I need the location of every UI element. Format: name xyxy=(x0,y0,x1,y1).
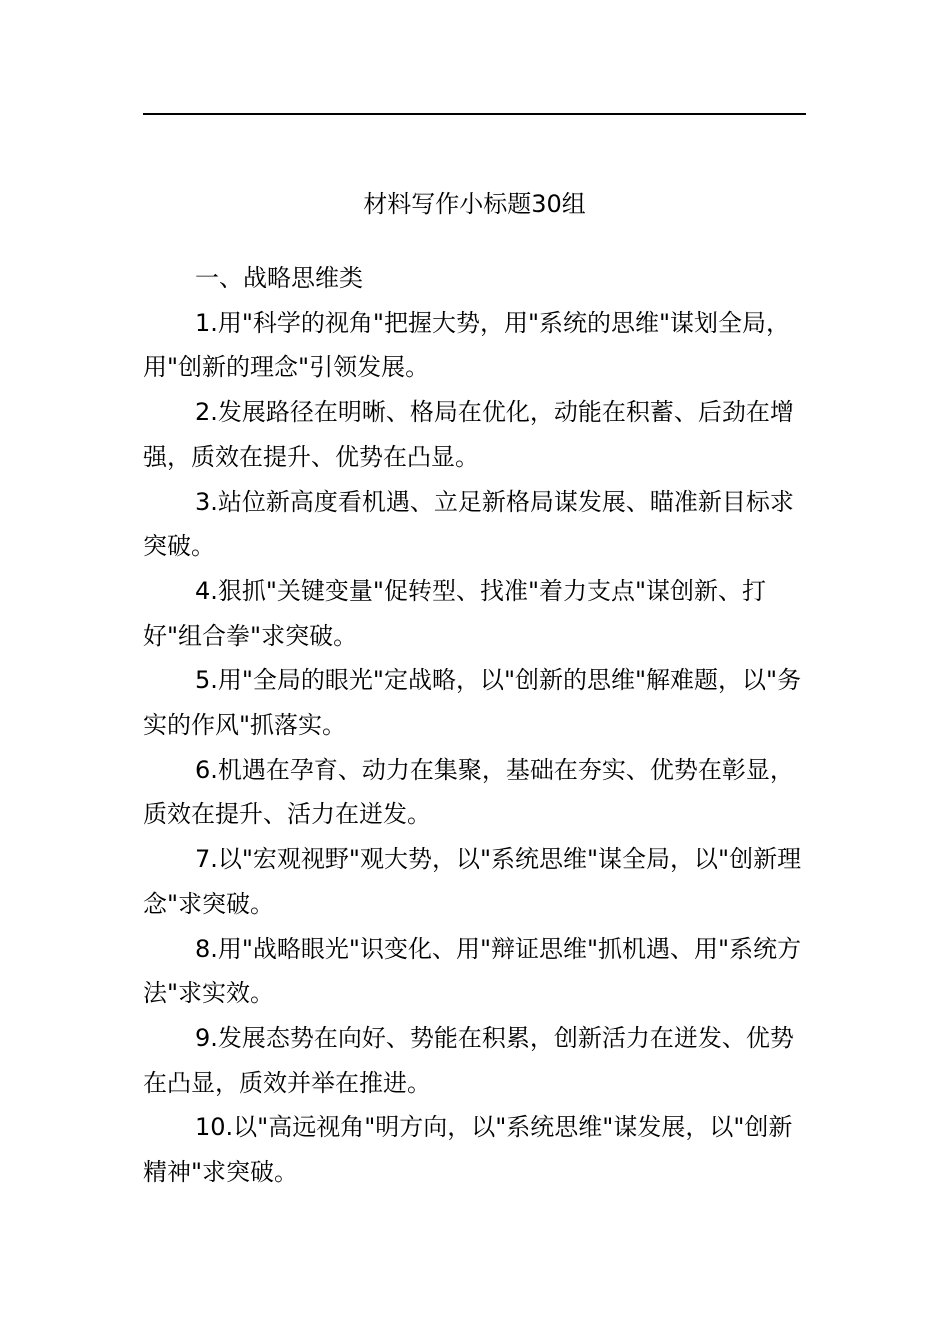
item-line: 7.以"宏观视野"观大势，以"系统思维"谋全局，以"创新理 xyxy=(195,845,802,874)
item-line: 10.以"高远视角"明方向，以"系统思维"谋发展，以"创新 xyxy=(195,1113,793,1142)
item-line: 用"创新的理念"引领发展。 xyxy=(143,353,430,382)
item-line: 6.机遇在孕育、动力在集聚，基础在夯实、优势在彰显， xyxy=(195,755,794,784)
list-item xyxy=(143,748,806,837)
item-line: 实的作风"抓落实。 xyxy=(143,711,347,740)
list-item xyxy=(143,927,806,1016)
item-line: 好"组合拳"求突破。 xyxy=(143,621,358,650)
item-line: 念"求突破。 xyxy=(143,889,275,918)
item-line: 精神"求突破。 xyxy=(143,1158,299,1187)
item-line: 法"求实效。 xyxy=(143,979,275,1008)
item-line: 9.发展态势在向好、势能在积累，创新活力在迸发、优势 xyxy=(195,1023,794,1052)
item-line: 2.发展路径在明晰、格局在优化，动能在积蓄、后劲在增 xyxy=(195,398,794,427)
item-line: 突破。 xyxy=(143,532,215,561)
list-item xyxy=(143,658,806,747)
item-line: 在凸显，质效并举在推进。 xyxy=(143,1068,431,1097)
item-line: 质效在提升、活力在迸发。 xyxy=(143,800,431,829)
list-item xyxy=(143,837,806,926)
item-line: 4.狠抓"关键变量"促转型、找准"着力支点"谋创新、打 xyxy=(195,576,767,605)
list-item xyxy=(143,1016,806,1105)
list-item xyxy=(143,301,806,390)
header-rule xyxy=(143,113,806,115)
document-title: 材料写作小标题30组 xyxy=(363,190,586,218)
item-line: 3.站位新高度看机遇、立足新格局谋发展、瞄准新目标求 xyxy=(195,487,794,516)
item-line: 8.用"战略眼光"识变化、用"辩证思维"抓机遇、用"系统方 xyxy=(195,934,802,963)
list-item xyxy=(143,480,806,569)
item-line: 1.用"科学的视角"把握大势，用"系统的思维"谋划全局， xyxy=(195,308,791,337)
item-line: 5.用"全局的眼光"定战略，以"创新的思维"解难题，以"务 xyxy=(195,666,802,695)
document-body xyxy=(143,256,806,1195)
list-item xyxy=(143,390,806,479)
item-line: 强，质效在提升、优势在凸显。 xyxy=(143,442,479,471)
list-item xyxy=(143,1105,806,1194)
list-item xyxy=(143,569,806,658)
section-heading: 一、战略思维类 xyxy=(195,264,363,292)
